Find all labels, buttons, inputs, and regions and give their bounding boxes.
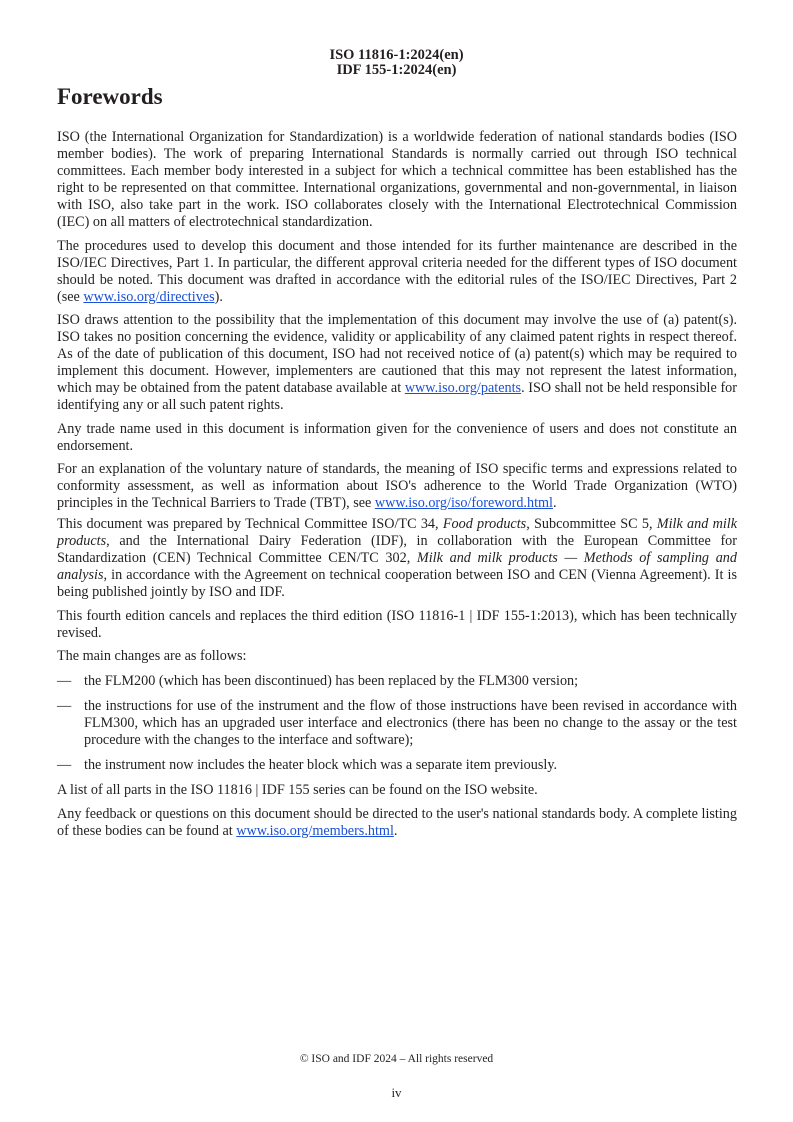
list-item-text: the instructions for use of the instrument and the flow of those instructions have been revised in accordance with FLM300, which has an upgraded user interface and electronics (there has been no change to the assay or the test procedure with the changes to the interface and software); — [84, 698, 737, 748]
italic-text: Milk and milk products — Methods of sampling and analysis — [57, 550, 737, 583]
text: . — [553, 495, 557, 511]
text: The procedures used to develop this document and those intended for its further maintenance are described in the ISO/IEC Directives, Part 1. In particular, the different approval criteria needed for the different types of ISO document should be noted. This document was drafted in accordance with the editorial rules of the ISO/IEC Directives, Part 2 (see — [57, 237, 737, 305]
text: . — [393, 822, 398, 839]
paragraph — [57, 461, 737, 512]
paragraph: This fourth edition cancels and replaces the third edition (ISO 11816-1 | IDF 155-1:2013), which has been technically revised. — [57, 607, 737, 641]
dash-bullet: — — [57, 757, 72, 773]
text: ). — [214, 288, 223, 305]
document-body — [57, 129, 737, 846]
text: , and the International Dairy Federation (IDF), in collaboration with the European Committee for Standardization (CEN) Technical Committee CEN/TC 302, — [57, 533, 737, 566]
document-header — [0, 48, 793, 78]
header-idf-number: IDF 155-1:2024(en) — [336, 62, 457, 78]
list-item-text: the instrument now includes the heater block which was a separate item previously. — [84, 757, 558, 773]
foreword-link[interactable]: www.iso.org/iso/foreword.html — [374, 495, 553, 511]
header-iso-number: ISO 11816-1:2024(en) — [329, 47, 464, 63]
paragraph: The main changes are as follows: — [57, 648, 247, 664]
patents-link[interactable]: www.iso.org/patents — [404, 380, 522, 396]
paragraph: ISO (the International Organization for Standardization) is a worldwide federation of national standards bodies (ISO member bodies). The work of preparing International Standards is normally carried out through ISO technical committees. Each member body interested in a subject for which a technical committee has been established has the right to be represented on that committee. International organizations, governmental and non-governmental, in liaison with ISO, also take part in the work. ISO collaborates closely with the International Electrotechnical Commission (IEC) on all matters of electrotechnical standardization. — [57, 129, 737, 230]
list-item — [57, 673, 737, 690]
paragraph — [57, 312, 737, 414]
dash-bullet: — — [57, 673, 72, 689]
directives-link[interactable]: www.iso.org/directives — [83, 288, 215, 305]
paragraph — [57, 516, 737, 601]
text: . ISO shall not be held responsible for identifying any or all such patent rights. — [57, 380, 738, 413]
italic-text: Food products — [442, 516, 527, 532]
text: Any feedback or questions on this document should be directed to the user's national standards body. A complete listing of these bodies can be found at — [57, 805, 737, 839]
paragraph — [57, 806, 737, 840]
text: This document was prepared by Technical Committee ISO/TC 34, — [57, 516, 443, 532]
paragraph: Any trade name used in this document is information given for the convenience of users and does not constitute an endorsement. — [57, 420, 737, 454]
dash-bullet: — — [57, 698, 72, 714]
list-item-text: the FLM200 (which has been discontinued) has been replaced by the FLM300 version; — [84, 673, 579, 689]
page-number: iv — [391, 1085, 402, 1100]
members-link[interactable]: www.iso.org/members.html — [236, 822, 394, 839]
list-item — [57, 757, 737, 774]
text: For an explanation of the voluntary nature of standards, the meaning of ISO specific terms and expressions related to conformity assessment, as well as information about ISO's adherence to the World Trade Organization (WTO) principles in the Technical Barriers to Trade (TBT), see — [57, 461, 737, 511]
list-item — [57, 698, 737, 749]
text: , in accordance with the Agreement on technical cooperation between ISO and CEN (Vienna Agreement). It is being published jointly by ISO and IDF. — [57, 567, 737, 600]
copyright-footer: © ISO and IDF 2024 – All rights reserved — [299, 1053, 494, 1065]
italic-text: Milk and milk products — [57, 516, 738, 549]
page-title: Forewords — [57, 84, 163, 109]
text: ISO draws attention to the possibility that the implementation of this document may involve the use of (a) patent(s). ISO takes no position concerning the evidence, validity or applicability of any claimed patent rights in respect thereof. As of the date of publication of this document, ISO had not received notice of (a) patent(s) which may be required to implement this document. However, implementers are cautioned that this may not represent the latest information, which may be obtained from the patent database available at — [57, 312, 737, 396]
text: , Subcommittee SC 5, — [526, 516, 657, 532]
paragraph: A list of all parts in the ISO 11816 | IDF 155 series can be found on the ISO website. — [57, 782, 538, 798]
paragraph — [57, 238, 737, 306]
